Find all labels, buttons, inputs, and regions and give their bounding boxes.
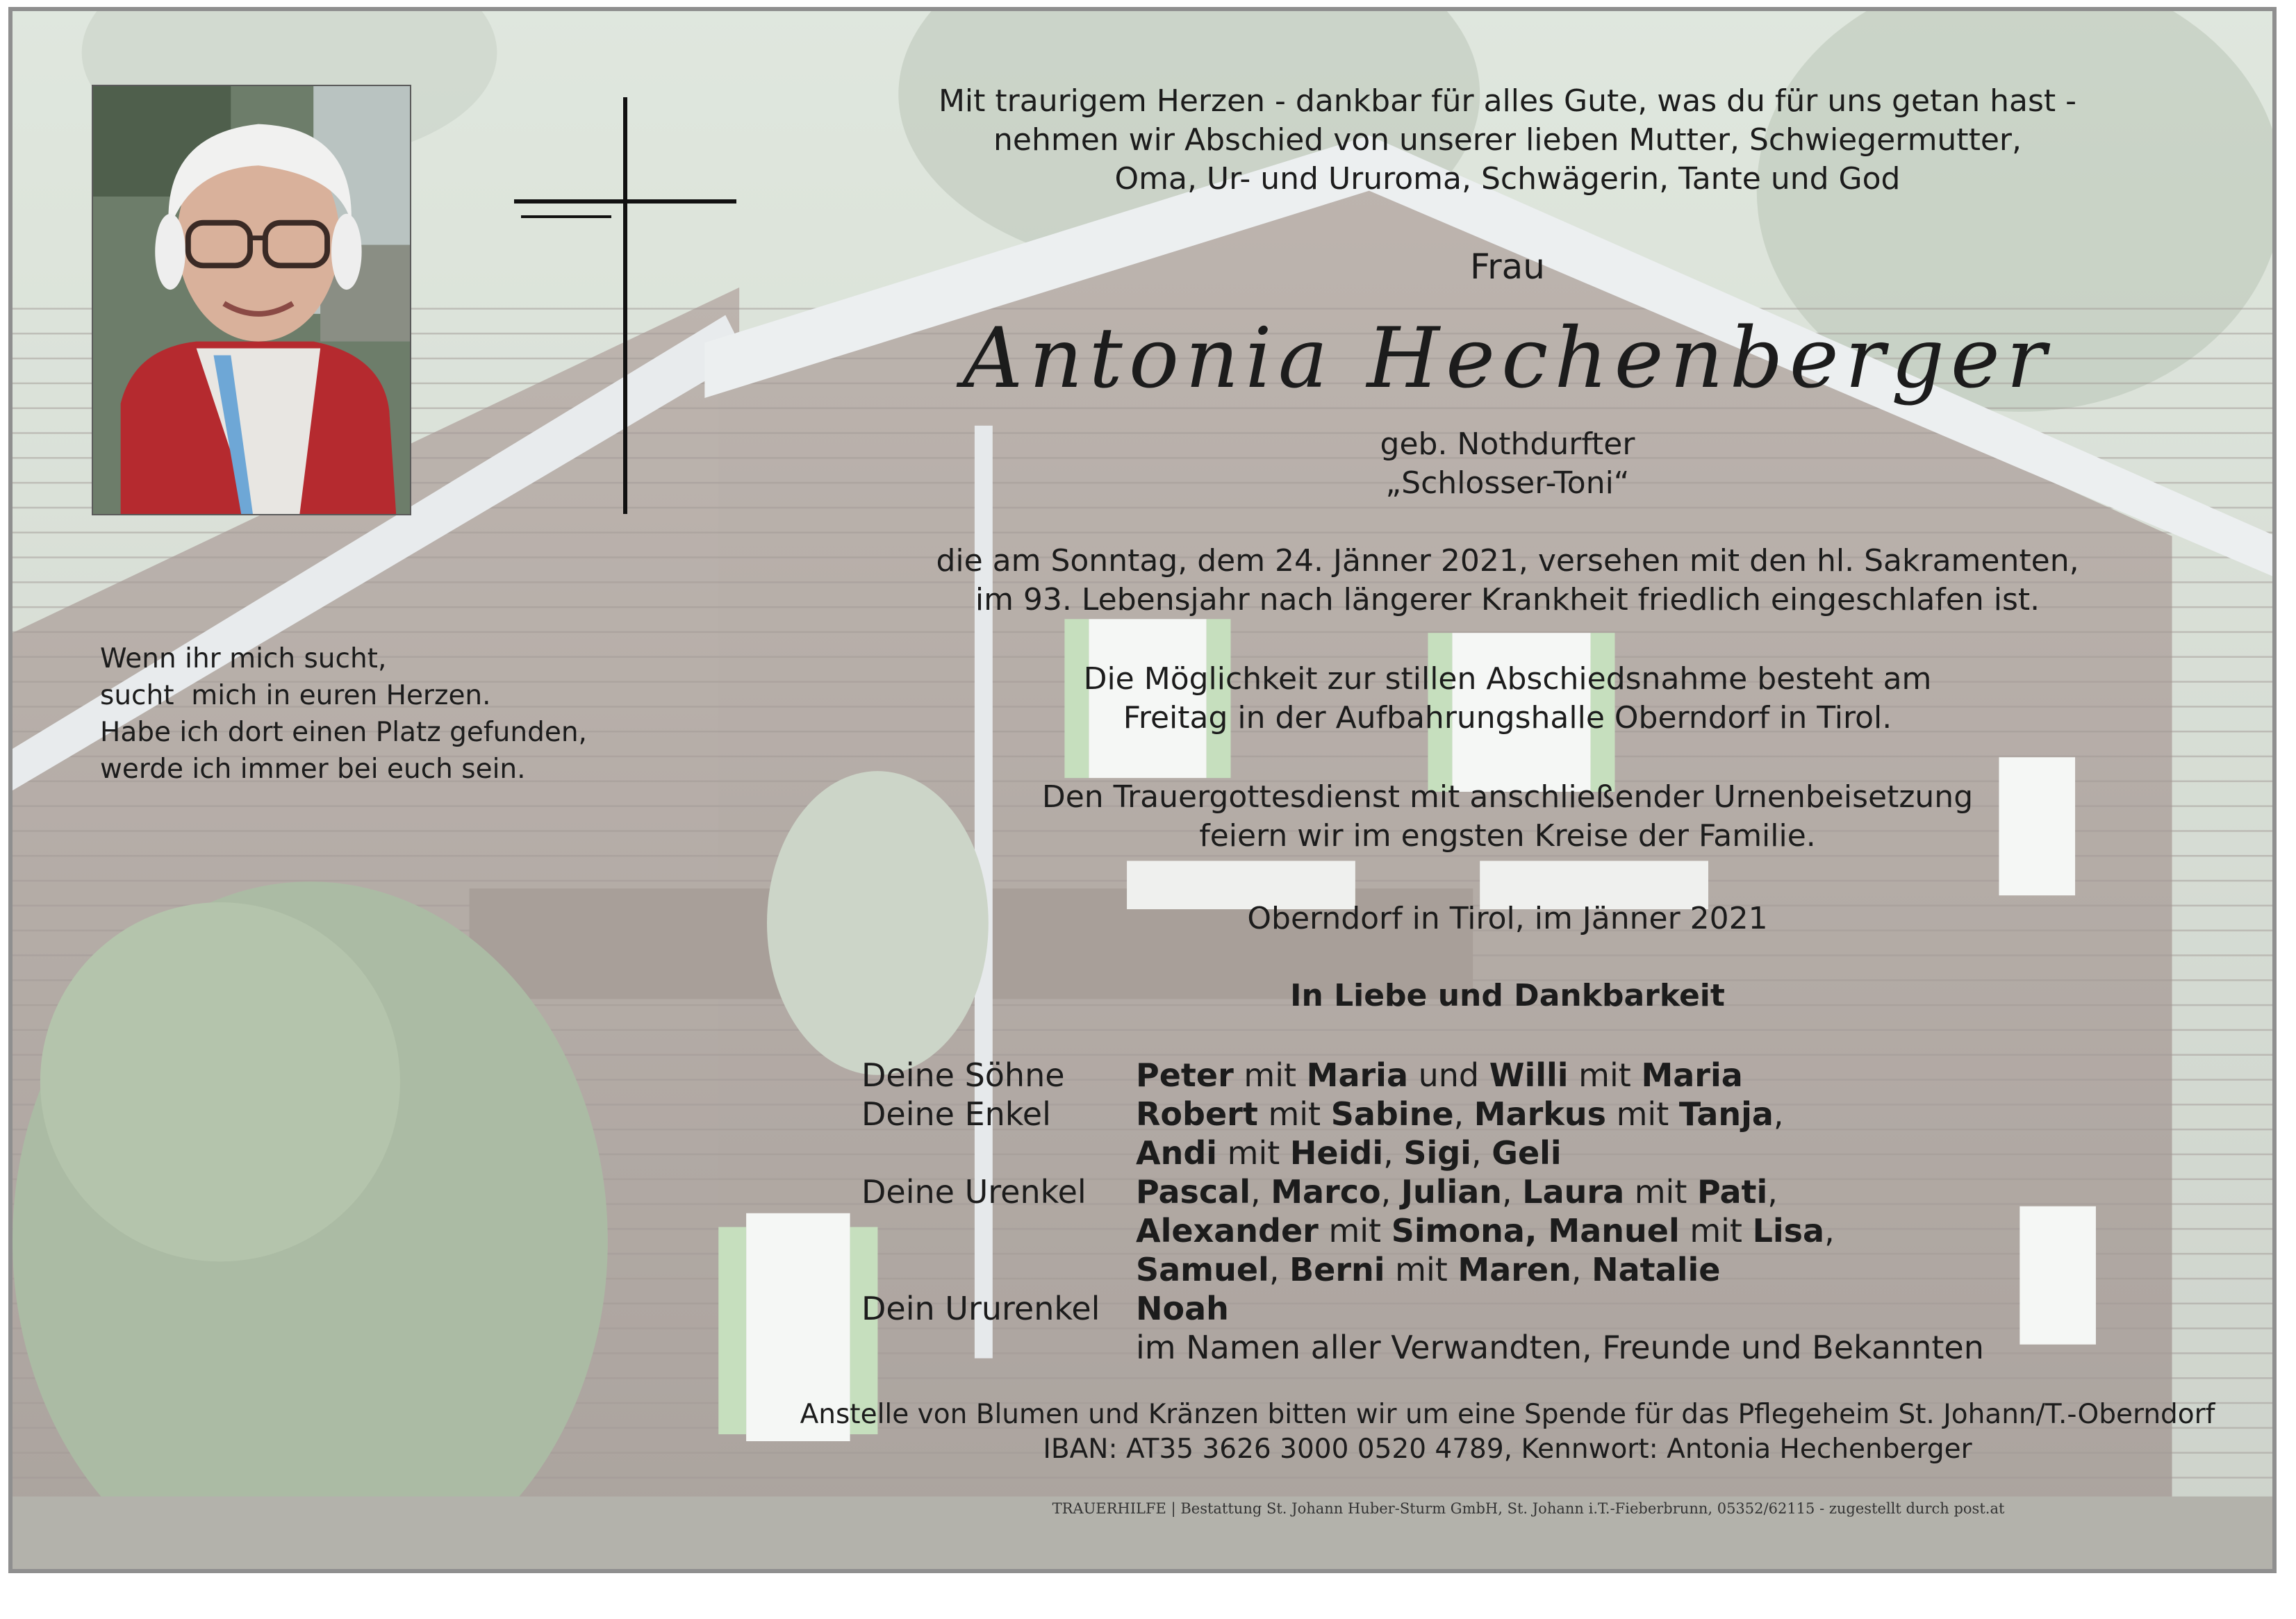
family-row	[861, 1172, 2181, 1211]
donation-line: Anstelle von Blumen und Kränzen bitten wir um eine Spende für das Pflegeheim St. Johann/T.-Oberndorf	[800, 1399, 2215, 1430]
family-member-name: Tanja	[1678, 1095, 1774, 1133]
service-info	[792, 778, 2223, 856]
footer-brand: TRAUERHILFE	[1052, 1500, 1166, 1517]
family-connector-text: ,	[1453, 1095, 1474, 1133]
closing-line: In Liebe und Dankbarkeit	[1290, 978, 1725, 1013]
family-connector-text: im Namen aller Verwandten, Freunde und Bekannten	[1136, 1329, 1984, 1366]
family-names	[1136, 1250, 2181, 1289]
family-row	[861, 1211, 2181, 1250]
family-connector-text: ,	[1773, 1095, 1784, 1133]
family-connector-text: ,	[1380, 1173, 1401, 1211]
family-row	[861, 1328, 2181, 1367]
family-member-name: Laura	[1522, 1173, 1625, 1211]
family-names	[1136, 1095, 2181, 1134]
family-row	[861, 1134, 2181, 1172]
family-connector-text: mit	[1624, 1173, 1697, 1211]
family-row	[861, 1095, 2181, 1134]
family-role: Deine Urenkel	[861, 1173, 1087, 1211]
family-row	[861, 1056, 2181, 1095]
family-member-name: Heidi	[1289, 1134, 1384, 1172]
family-member-name: Berni	[1289, 1251, 1385, 1288]
family-member-name: Geli	[1492, 1134, 1562, 1172]
family-connector-text: mit	[1233, 1056, 1307, 1094]
family-role	[861, 1211, 1136, 1250]
family-member-name: Robert	[1136, 1095, 1258, 1133]
footer-text: Bestattung St. Johann Huber-Sturm GmbH, St. Johann i.T.-Fieberbrunn, 05352/62115 - zugestellt durch post.at	[1180, 1500, 2005, 1517]
family-row	[861, 1250, 2181, 1289]
family-member-name: Pati	[1697, 1173, 1768, 1211]
family-member-name: Andi	[1136, 1134, 1218, 1172]
family-names	[1136, 1211, 2181, 1250]
family-names	[1136, 1134, 2181, 1172]
intro-line: Oma, Ur- und Ururoma, Schwägerin, Tante und God	[1114, 161, 1901, 197]
farewell-line: Die Möglichkeit zur stillen Abschiedsnahme besteht am	[1083, 661, 1932, 697]
family-connector-text: ,	[1824, 1212, 1835, 1249]
death-announcement	[792, 542, 2223, 620]
family-member-name: Markus	[1473, 1095, 1606, 1133]
iban-line: IBAN: AT35 3626 3000 0520 4789, Kennwort: Antonia Hechenberger	[1043, 1434, 1972, 1465]
family-connector-text: ,	[1502, 1173, 1523, 1211]
family-names	[1136, 1056, 2181, 1095]
family-connector-text: mit	[1568, 1056, 1642, 1094]
family-connector-text: ,	[1767, 1173, 1778, 1211]
family-names	[1136, 1328, 2181, 1367]
family-member-name: Samuel	[1136, 1251, 1269, 1288]
family-names	[1136, 1289, 2181, 1328]
footer	[903, 1500, 2154, 1517]
family-role: Dein Ururenkel	[861, 1290, 1100, 1327]
family-connector-text: mit	[1257, 1095, 1331, 1133]
service-line: Den Trauergottesdienst mit anschließender Urnenbeisetzung	[1041, 779, 1974, 815]
family-member-name: Maria	[1306, 1056, 1408, 1094]
family-role	[861, 1134, 1136, 1172]
family-member-name: Alexander	[1136, 1212, 1319, 1249]
family-member-name: Maria	[1641, 1056, 1743, 1094]
family-member-name: Sigi	[1403, 1134, 1471, 1172]
family-list	[861, 1056, 2181, 1367]
death-line: im 93. Lebensjahr nach längerer Krankheit friedlich eingeschlafen ist.	[975, 582, 2040, 617]
place-date: Oberndorf in Tirol, im Jänner 2021	[1247, 901, 1768, 936]
nickname: „Schlosser-Toni“	[1385, 465, 1630, 501]
family-connector-text: mit	[1318, 1212, 1391, 1249]
donation-note	[792, 1397, 2223, 1467]
family-member-name: Marco	[1271, 1173, 1381, 1211]
intro-line: nehmen wir Abschied von unserer lieben Mutter, Schwiegermutter,	[993, 122, 2022, 158]
family-connector-text: mit	[1385, 1251, 1458, 1288]
intro-text	[792, 82, 2223, 199]
family-role	[861, 1250, 1136, 1289]
family-connector-text: ,	[1383, 1134, 1404, 1172]
family-connector-text: ,	[1250, 1173, 1271, 1211]
family-connector-text: ,	[1571, 1251, 1592, 1288]
family-member-name: Maren	[1457, 1251, 1571, 1288]
family-member-name: Lisa	[1752, 1212, 1825, 1249]
family-connector-text: mit	[1606, 1095, 1679, 1133]
deceased-name: Antonia Hechenberger	[962, 310, 2053, 407]
family-connector-text: mit	[1679, 1212, 1753, 1249]
family-member-name: Pascal	[1136, 1173, 1250, 1211]
portrait-photo	[92, 85, 411, 515]
birth-name: geb. Nothdurfter	[1380, 426, 1635, 462]
birth-info	[792, 425, 2223, 503]
family-member-name: Willi	[1489, 1056, 1569, 1094]
family-role: Deine Enkel	[861, 1095, 1051, 1133]
family-member-name: Peter	[1136, 1056, 1234, 1094]
family-connector-text: und	[1407, 1056, 1489, 1094]
service-line: feiern wir im engsten Kreise der Familie.	[1199, 818, 1816, 854]
family-role: Deine Söhne	[861, 1056, 1065, 1094]
memorial-poem: Wenn ihr mich sucht, sucht mich in euren Herzen. Habe ich dort einen Platz gefunden, werde ich immer bei euch sein.	[100, 643, 587, 785]
intro-line: Mit traurigem Herzen - dankbar für alles Gute, was du für uns getan hast -	[938, 83, 2077, 119]
footer-separator: |	[1171, 1500, 1181, 1517]
family-connector-text: mit	[1217, 1134, 1290, 1172]
family-role	[861, 1328, 1136, 1367]
family-member-name: Noah	[1136, 1290, 1229, 1327]
cross-icon	[514, 97, 736, 514]
family-member-name: Sabine	[1330, 1095, 1454, 1133]
family-member-name: Natalie	[1592, 1251, 1721, 1288]
farewell-line: Freitag in der Aufbahrungshalle Oberndorf in Tirol.	[1123, 700, 1892, 736]
family-member-name: Simona, Manuel	[1391, 1212, 1680, 1249]
salutation: Frau	[1469, 247, 1545, 287]
family-connector-text: ,	[1471, 1134, 1492, 1172]
farewell-info	[792, 660, 2223, 738]
family-member-name: Julian	[1401, 1173, 1503, 1211]
death-line: die am Sonntag, dem 24. Jänner 2021, versehen mit den hl. Sakramenten,	[936, 543, 2079, 579]
family-connector-text: ,	[1269, 1251, 1290, 1288]
family-names	[1136, 1172, 2181, 1211]
family-row	[861, 1289, 2181, 1328]
